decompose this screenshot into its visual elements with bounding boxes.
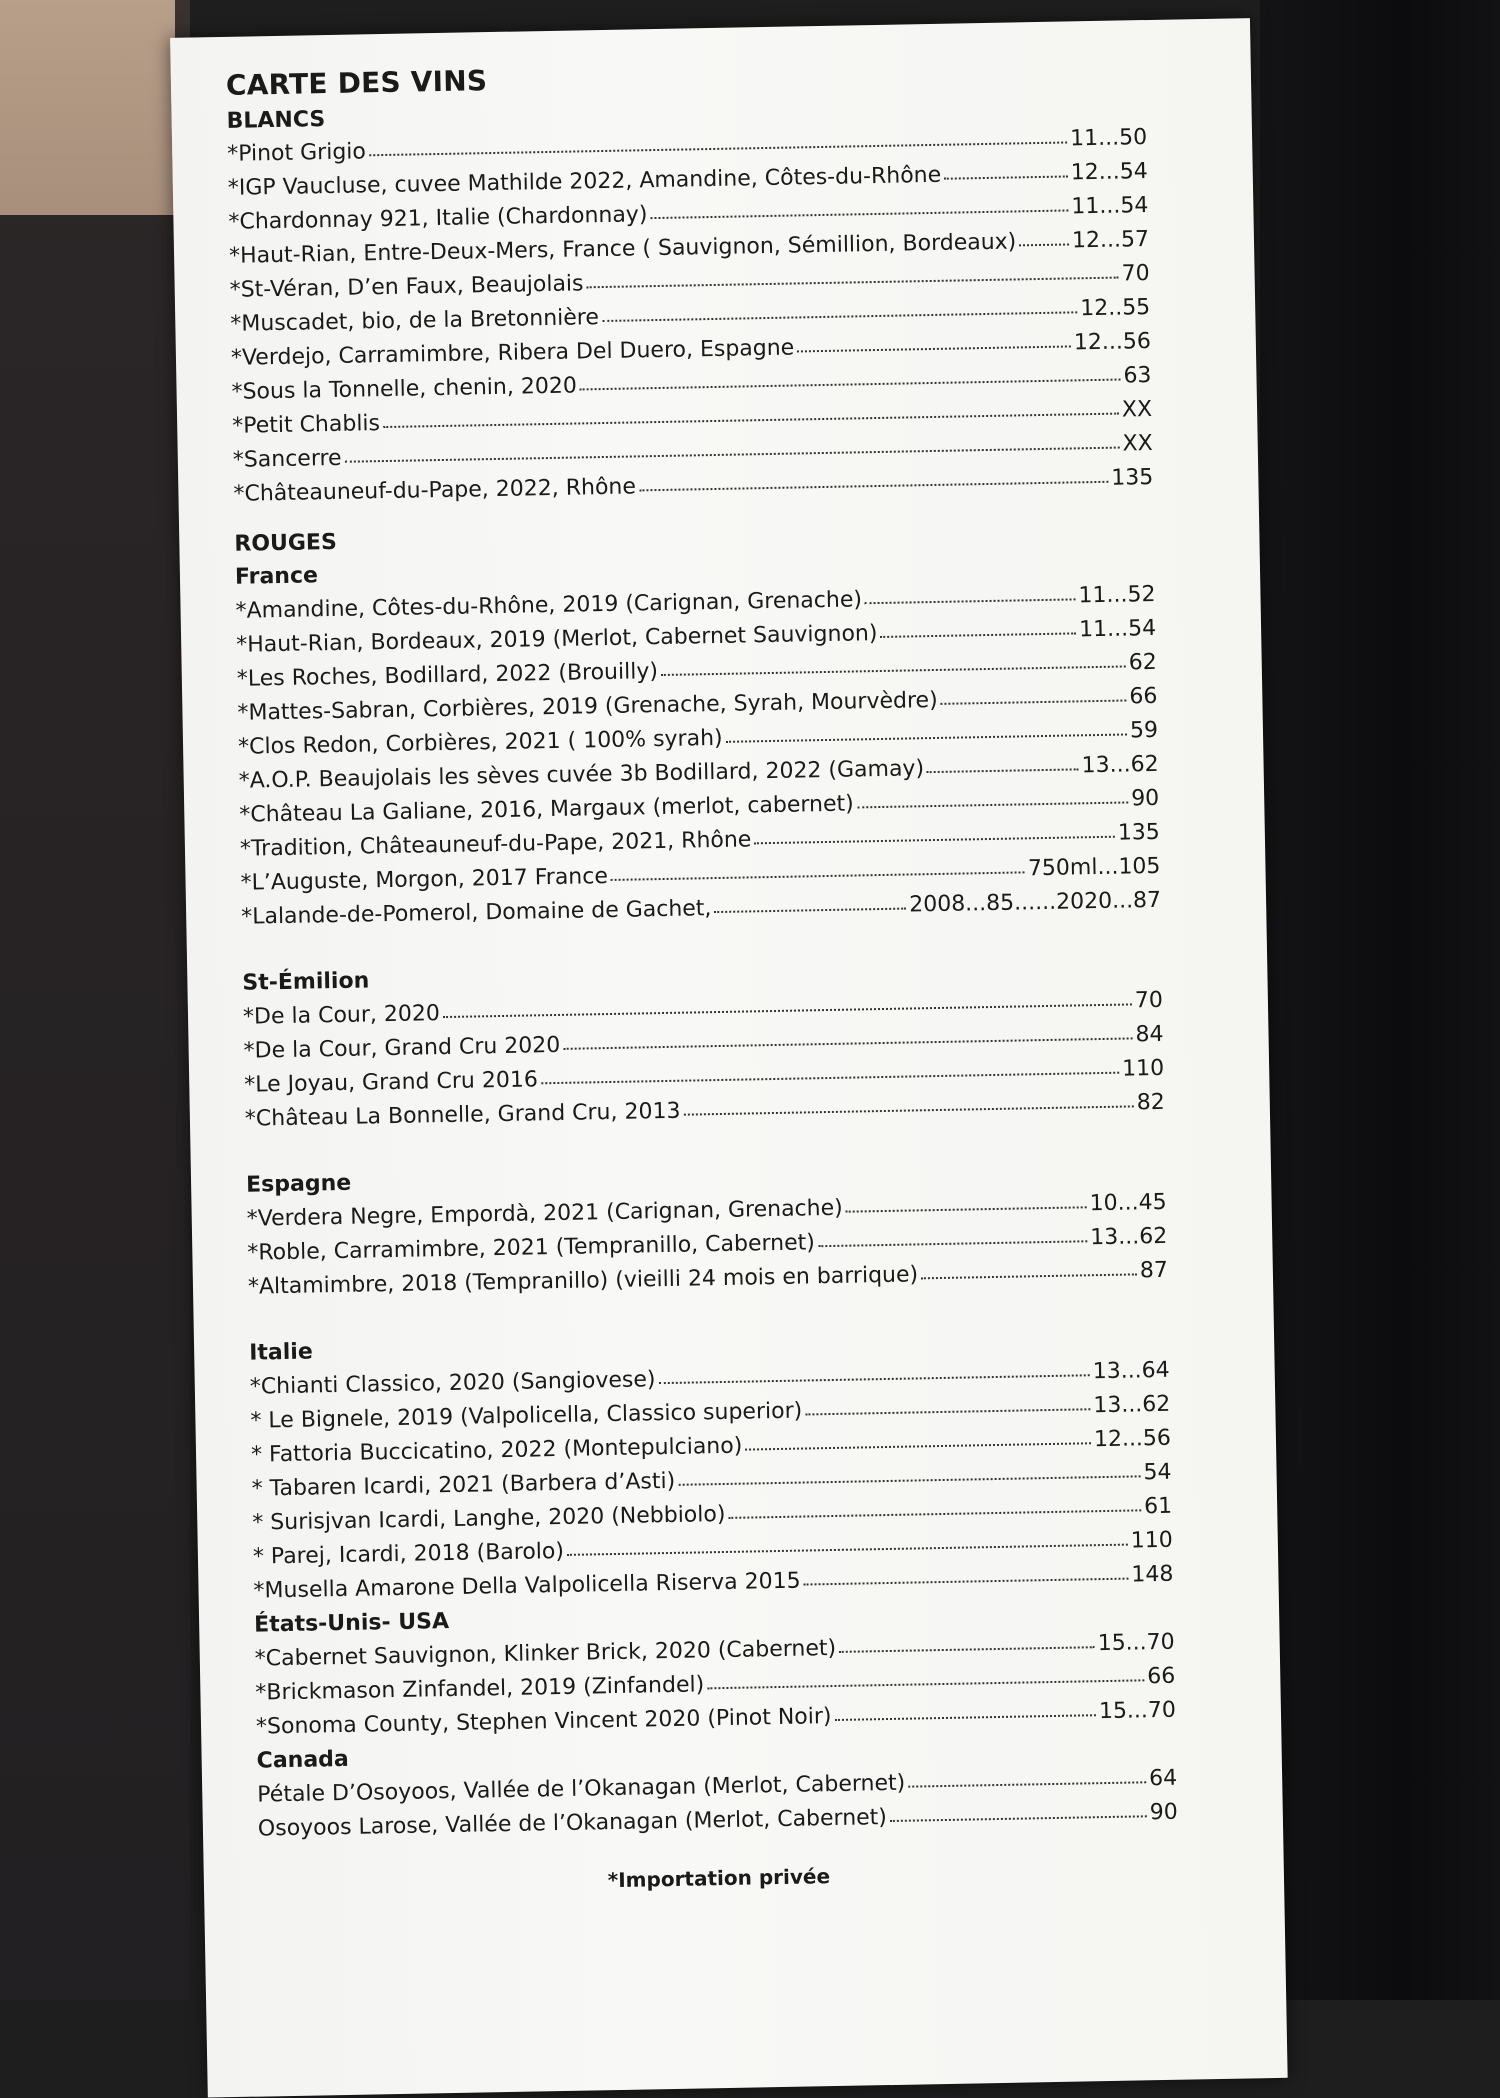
list-espagne bbox=[246, 1186, 1168, 1305]
wine-price: 10...45 bbox=[1089, 1189, 1167, 1217]
wine-name: *Châteauneuf-du-Pape, 2022, Rhône bbox=[233, 474, 637, 507]
dot-leader bbox=[818, 1230, 1088, 1247]
footnote: *Importation privée bbox=[607, 1864, 831, 1893]
wine-price: 13...62 bbox=[1093, 1391, 1171, 1419]
dot-leader bbox=[846, 1196, 1087, 1212]
dot-leader bbox=[541, 1062, 1120, 1085]
wine-price: 110 bbox=[1121, 1055, 1165, 1082]
wine-name: *Altamimbre, 2018 (Tempranillo) (vieilli 24 mois en barrique) bbox=[247, 1262, 919, 1300]
wine-list-sheet bbox=[170, 18, 1288, 2097]
wine-price: 82 bbox=[1136, 1089, 1165, 1116]
menu-cover-right bbox=[1260, 0, 1500, 2000]
wine-name: *Sancerre bbox=[232, 445, 342, 473]
dot-leader bbox=[890, 1805, 1147, 1822]
subsection-heading-usa: États-Unis- USA bbox=[253, 1609, 450, 1638]
wine-name: *Le Joyau, Grand Cru 2016 bbox=[244, 1067, 539, 1098]
section-heading-blancs: BLANCS bbox=[226, 107, 326, 134]
wine-price: 61 bbox=[1143, 1493, 1173, 1520]
section-heading-rouges: ROUGES bbox=[234, 529, 338, 557]
dot-leader bbox=[865, 588, 1076, 604]
wine-name: *Muscadet, bio, de la Bretonnière bbox=[230, 305, 600, 337]
list-france bbox=[235, 578, 1161, 935]
dot-leader bbox=[661, 655, 1126, 676]
dot-leader bbox=[805, 1398, 1090, 1415]
list-st-emilion bbox=[243, 984, 1165, 1137]
subsection-heading-italie: Italie bbox=[248, 1339, 313, 1366]
wine-name: *De la Cour, Grand Cru 2020 bbox=[243, 1032, 561, 1064]
wine-name: *Chardonnay 921, Italie (Chardonnay) bbox=[228, 202, 648, 235]
wine-price: 63 bbox=[1123, 362, 1152, 389]
wine-price: 62 bbox=[1128, 649, 1157, 676]
subsection-heading-st-emilion: St-Émilion bbox=[242, 968, 370, 996]
subsection-heading-espagne: Espagne bbox=[245, 1170, 352, 1198]
wine-name: *St-Véran, D’en Faux, Beaujolais bbox=[229, 271, 584, 303]
wine-name: *Cabernet Sauvignon, Klinker Brick, 2020 (Cabernet) bbox=[254, 1635, 837, 1672]
wine-name: *Sonoma County, Stephen Vincent 2020 (Pinot Noir) bbox=[255, 1704, 832, 1740]
wine-name: *Sous la Tonnelle, chenin, 2020 bbox=[231, 373, 578, 405]
wine-name: *Verdejo, Carramimbre, Ribera Del Duero, Espagne bbox=[230, 335, 795, 371]
wine-name: *Clos Redon, Corbières, 2021 ( 100% syrah) bbox=[237, 725, 723, 760]
dot-leader bbox=[580, 369, 1121, 391]
wine-price: 11...50 bbox=[1069, 125, 1148, 152]
wine-name: *L’Auguste, Morgon, 2017 France bbox=[240, 864, 609, 896]
wine-name: * Le Bignele, 2019 (Valpolicella, Classico superior) bbox=[250, 1398, 803, 1434]
wine-name: *IGP Vaucluse, cuvee Mathilde 2022, Amandine, Côtes-du-Rhône bbox=[227, 162, 942, 201]
dot-leader bbox=[678, 1465, 1141, 1485]
wine-name: * Surisjvan Icardi, Langhe, 2020 (Nebbiolo) bbox=[252, 1501, 726, 1536]
background-left bbox=[0, 0, 190, 2000]
dot-leader bbox=[941, 689, 1127, 704]
dot-leader bbox=[927, 758, 1079, 773]
wine-price: 90 bbox=[1149, 1799, 1179, 1826]
wine-price: 64 bbox=[1148, 1765, 1178, 1792]
wine-price: 15...70 bbox=[1097, 1629, 1175, 1657]
wine-price: 110 bbox=[1130, 1527, 1174, 1554]
wine-name: *Tradition, Châteauneuf-du-Pape, 2021, Rhône bbox=[239, 827, 752, 862]
wine-name: *Chianti Classico, 2020 (Sangiovese) bbox=[249, 1367, 656, 1400]
wine-price: 2008...85......2020...87 bbox=[908, 887, 1162, 918]
dot-leader bbox=[344, 437, 1119, 463]
wine-price: XX bbox=[1121, 396, 1153, 423]
wine-price: 12...56 bbox=[1073, 328, 1152, 356]
wine-name: *Mattes-Sabran, Corbières, 2019 (Grenache, Syrah, Mourvèdre) bbox=[237, 687, 938, 726]
wine-name: Pétale D’Osoyoos, Vallée de l’Okanagan (Merlot, Cabernet) bbox=[257, 1770, 906, 1808]
wine-name: *Musella Amarone Della Valpolicella Riserva 2015 bbox=[253, 1568, 801, 1604]
wine-price: 11...54 bbox=[1071, 192, 1149, 220]
wine-price: 13...64 bbox=[1092, 1357, 1170, 1385]
wine-name: *Amandine, Côtes-du-Rhône, 2019 (Carignan, Grenache) bbox=[235, 587, 863, 624]
dot-leader bbox=[880, 622, 1076, 638]
dot-leader bbox=[857, 791, 1129, 808]
wine-price: 70 bbox=[1121, 260, 1150, 287]
wine-price: 59 bbox=[1129, 717, 1159, 744]
wine-price: 84 bbox=[1135, 1021, 1164, 1048]
wine-name: * Fattoria Buccicatino, 2022 (Montepulciano) bbox=[250, 1433, 743, 1468]
subsection-heading-france: France bbox=[234, 563, 319, 590]
list-italie bbox=[250, 1354, 1174, 1609]
wine-name: *Pinot Grigio bbox=[227, 139, 367, 167]
dot-leader bbox=[944, 165, 1068, 179]
dot-leader bbox=[383, 403, 1119, 428]
wine-name: *Lalande-de-Pomerol, Domaine de Gachet, bbox=[240, 896, 712, 930]
wine-name: *Les Roches, Bodillard, 2022 (Brouilly) bbox=[236, 659, 659, 692]
dot-leader bbox=[921, 1263, 1137, 1279]
subsection-heading-canada: Canada bbox=[256, 1746, 349, 1774]
wine-price: 750ml...105 bbox=[1027, 853, 1161, 882]
wine-price: 12...56 bbox=[1093, 1425, 1172, 1453]
dot-leader bbox=[797, 335, 1071, 352]
page-title: CARTE DES VINS bbox=[225, 64, 488, 102]
wine-price: 12..55 bbox=[1079, 294, 1151, 322]
dot-leader bbox=[725, 723, 1127, 742]
wine-name: *Château La Bonnelle, Grand Cru, 2013 bbox=[244, 1098, 681, 1132]
wine-price: 11...54 bbox=[1078, 615, 1157, 643]
wine-name: *Brickmason Zinfandel, 2019 (Zinfandel) bbox=[255, 1672, 705, 1706]
wine-name: Osoyoos Larose, Vallée de l’Okanagan (Merlot, Cabernet) bbox=[257, 1805, 888, 1842]
dot-leader bbox=[834, 1704, 1096, 1721]
list-blancs bbox=[227, 121, 1154, 512]
dot-leader bbox=[611, 861, 1025, 881]
dot-leader bbox=[803, 1568, 1128, 1586]
wine-price: 11...52 bbox=[1078, 581, 1156, 609]
dot-leader bbox=[369, 131, 1067, 156]
dot-leader bbox=[563, 1027, 1132, 1049]
dot-leader bbox=[443, 993, 1132, 1018]
wine-price: 148 bbox=[1131, 1561, 1174, 1588]
dot-leader bbox=[658, 1364, 1089, 1384]
wine-price: 90 bbox=[1130, 785, 1160, 812]
wine-price: 87 bbox=[1139, 1257, 1169, 1284]
dot-leader bbox=[728, 1499, 1141, 1519]
wine-price: 15...70 bbox=[1098, 1697, 1177, 1725]
dot-leader bbox=[714, 898, 906, 914]
wine-price: 54 bbox=[1143, 1459, 1172, 1486]
wine-name: *Roble, Carramimbre, 2021 (Tempranillo, Cabernet) bbox=[247, 1230, 816, 1266]
wine-name: *Haut-Rian, Bordeaux, 2019 (Merlot, Cabernet Sauvignon) bbox=[236, 621, 878, 658]
wine-price: 13...62 bbox=[1081, 751, 1159, 779]
dot-leader bbox=[650, 199, 1068, 219]
wine-list-content bbox=[226, 50, 1180, 1907]
wine-price: 66 bbox=[1147, 1663, 1176, 1690]
background-table-edge bbox=[0, 0, 175, 215]
wine-name: *A.O.P. Beaujolais les sèves cuvée 3b Bodillard, 2022 (Gamay) bbox=[238, 756, 925, 794]
dot-leader bbox=[683, 1095, 1134, 1115]
dot-leader bbox=[745, 1432, 1091, 1450]
wine-name: *De la Cour, 2020 bbox=[242, 1001, 441, 1030]
wine-price: 70 bbox=[1134, 987, 1164, 1014]
wine-name: * Parej, Icardi, 2018 (Barolo) bbox=[252, 1538, 565, 1570]
wine-price: 66 bbox=[1129, 683, 1158, 710]
dot-leader bbox=[839, 1636, 1095, 1653]
wine-name: * Tabaren Icardi, 2021 (Barbera d’Asti) bbox=[251, 1468, 676, 1502]
wine-name: *Château La Galiane, 2016, Margaux (merlot, cabernet) bbox=[239, 791, 854, 828]
dot-leader bbox=[639, 471, 1109, 492]
dot-leader bbox=[567, 1534, 1128, 1556]
dot-leader bbox=[754, 826, 1115, 845]
dot-leader bbox=[586, 267, 1118, 289]
wine-price: 135 bbox=[1117, 819, 1161, 846]
wine-name: *Petit Chablis bbox=[231, 411, 381, 439]
dot-leader bbox=[602, 301, 1078, 322]
dot-leader bbox=[908, 1771, 1146, 1787]
list-usa bbox=[255, 1626, 1177, 1745]
wine-name: *Verdera Negre, Empordà, 2021 (Carignan, Grenache) bbox=[246, 1195, 843, 1232]
dot-leader bbox=[707, 1669, 1144, 1689]
wine-price: 135 bbox=[1111, 464, 1154, 491]
wine-price: 13...62 bbox=[1090, 1223, 1168, 1251]
wine-price: 12...54 bbox=[1070, 159, 1148, 186]
wine-price: 12...57 bbox=[1071, 226, 1150, 254]
dot-leader bbox=[1019, 233, 1069, 246]
wine-name: *Haut-Rian, Entre-Deux-Mers, France ( Sauvignon, Sémillion, Bordeaux) bbox=[228, 229, 1017, 269]
wine-price: XX bbox=[1122, 430, 1153, 457]
